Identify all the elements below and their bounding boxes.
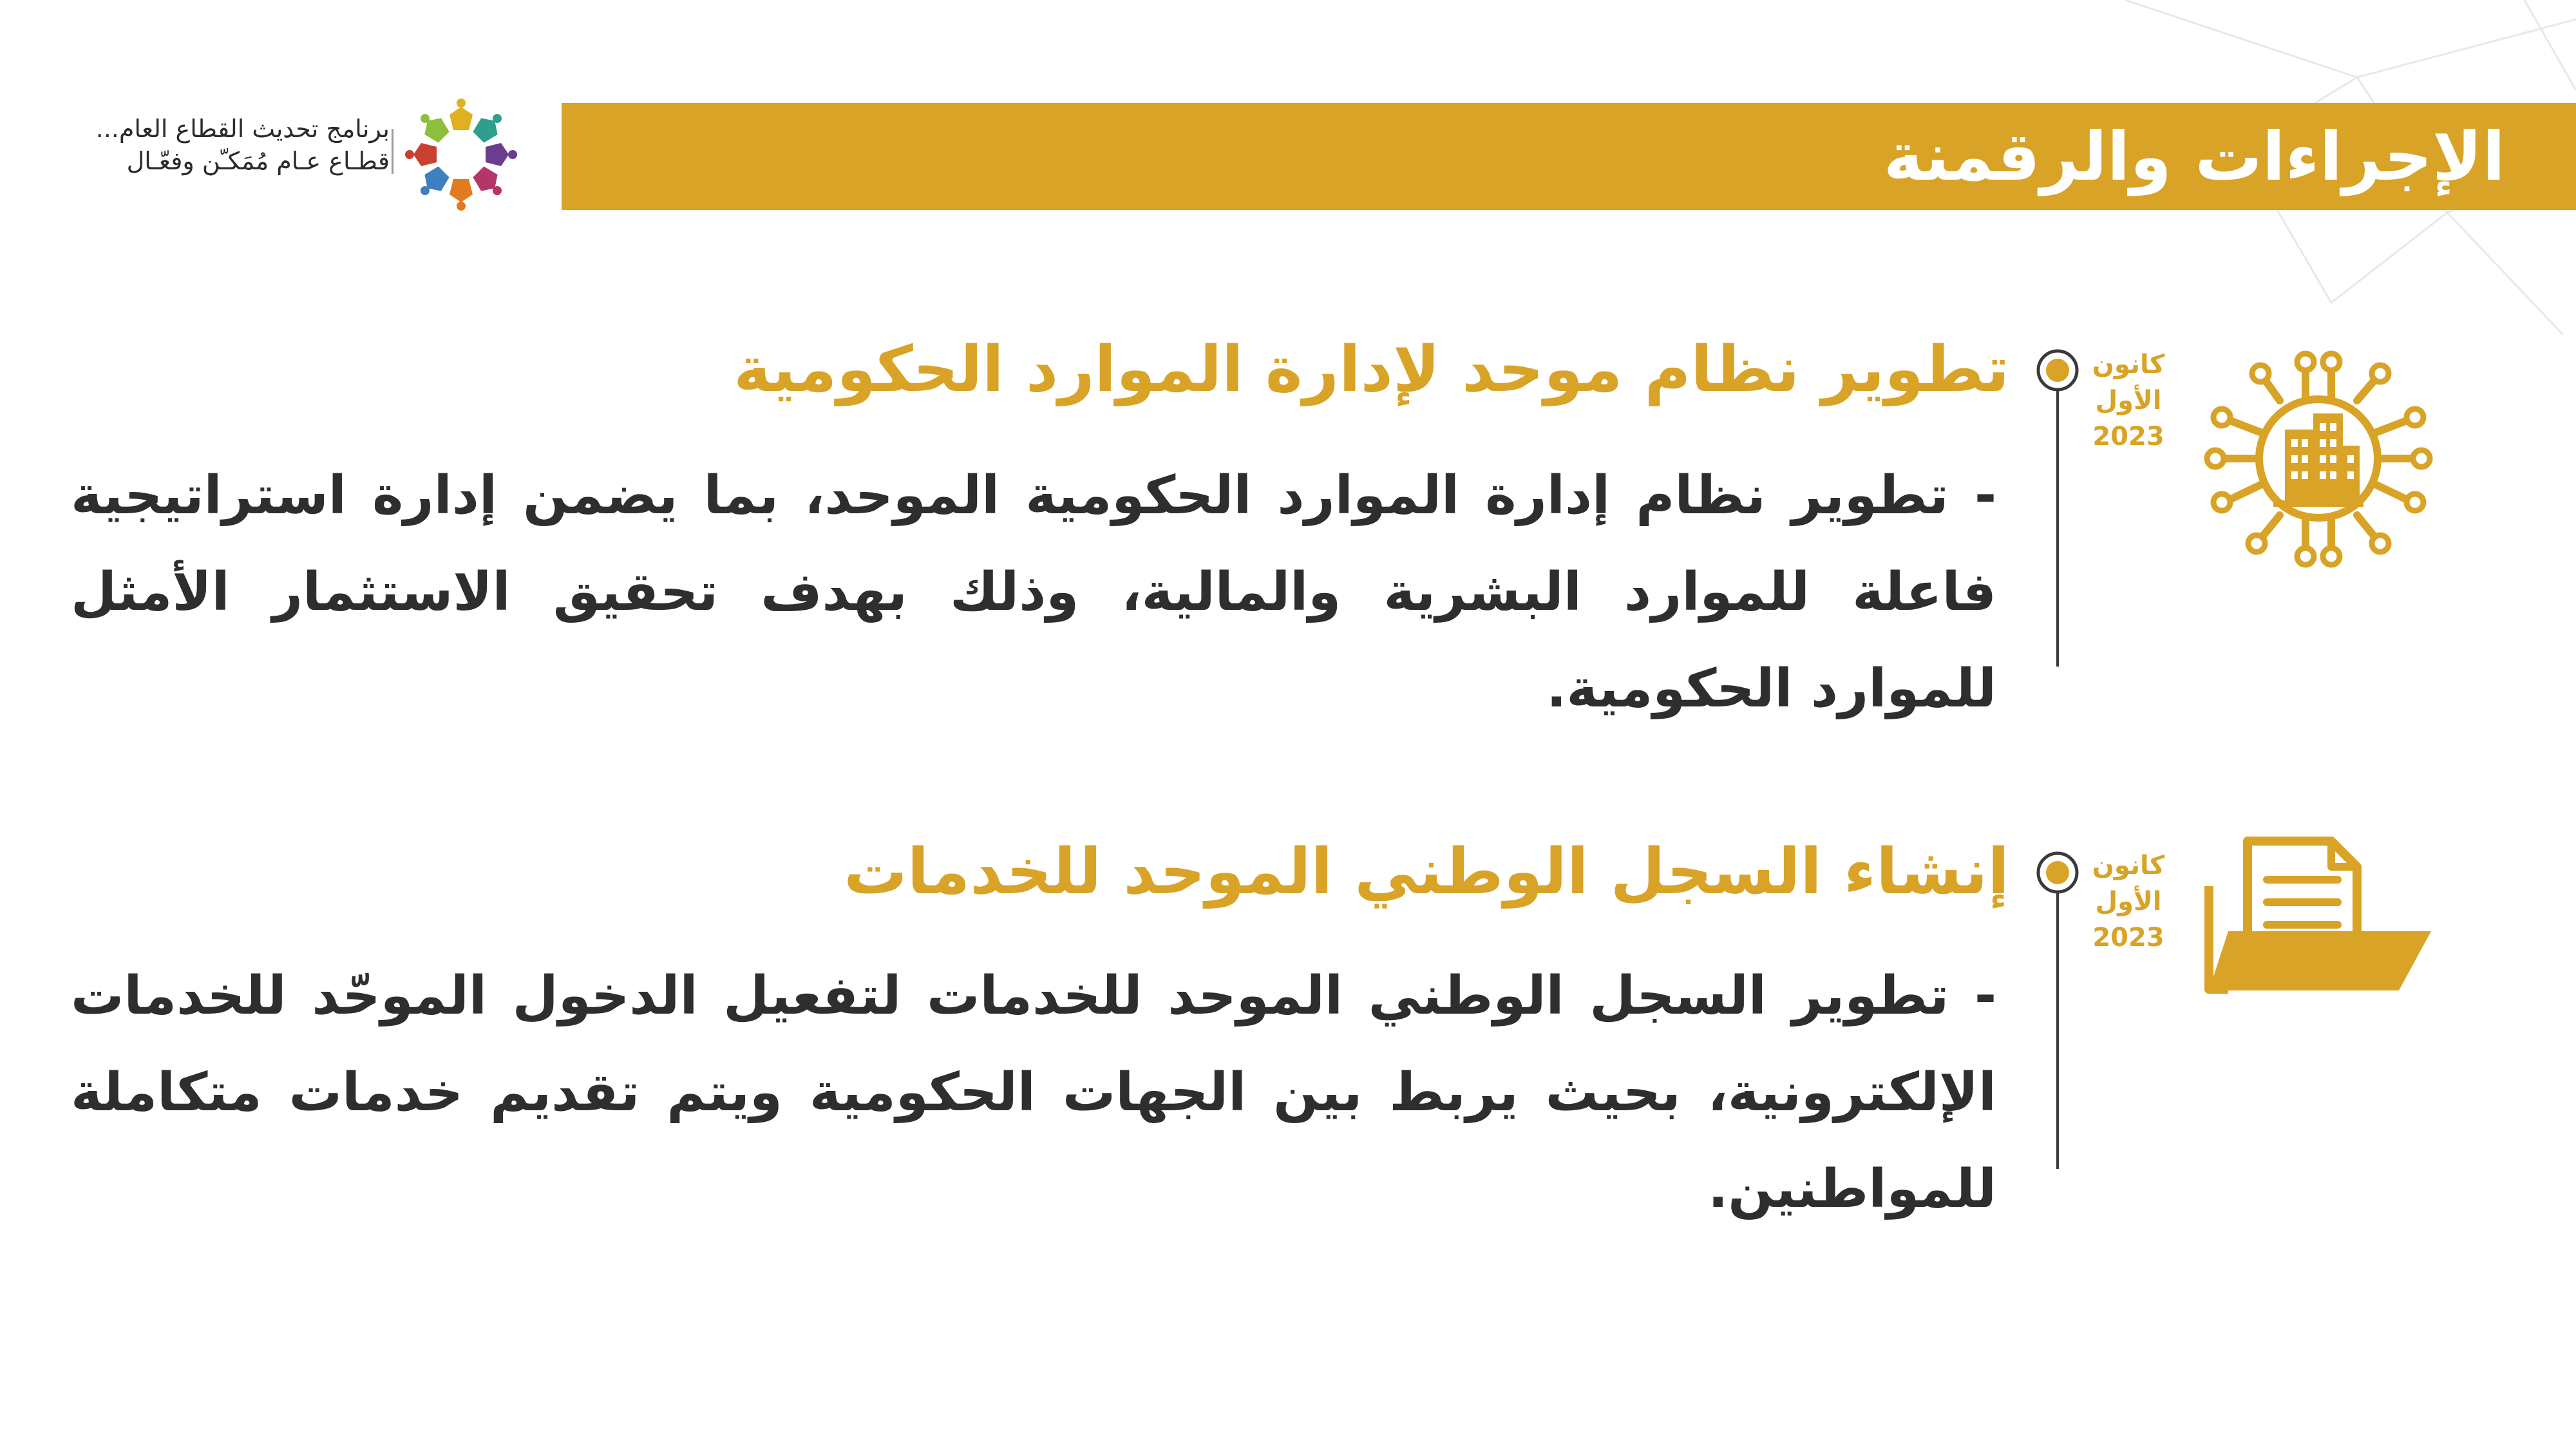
brand-block: [39, 97, 528, 213]
digital-building-network-icon: [2202, 343, 2434, 574]
section-services-registry: [0, 824, 2576, 1220]
date-year: 2023: [2092, 422, 2164, 451]
timeline-line: [2056, 370, 2059, 667]
date-month-suffix: الأول: [2095, 386, 2162, 415]
date-year: 2023: [2092, 923, 2164, 952]
date-month: كانون: [2092, 851, 2165, 880]
timeline-dot: [2035, 850, 2080, 895]
date-label: [2080, 346, 2177, 455]
section-resources-system: [0, 322, 2576, 719]
document-folder-icon: [2202, 835, 2434, 1002]
date-month: كانون: [2092, 350, 2165, 379]
timeline-line: [2056, 873, 2059, 1169]
date-label: [2080, 848, 2177, 956]
brand-tagline-1: برنامج تحديث القطاع العام...: [95, 115, 390, 143]
section-heading: تطوير نظام موحد لإدارة الموارد الحكومية: [734, 333, 2009, 406]
brand-divider: [392, 129, 393, 174]
brand-tagline-2: قطـاع عـام مُمَكـّن وفعّـال: [126, 147, 390, 175]
section-body: - تطوير نظام إدارة الموارد الحكومية الموحد، بما يضمن إدارة استراتيجية فاعلة للموارد البشرية والمالية، وذلك بهدف تحقيق الاستثمار الأمثل للموارد الحكومية.: [71, 465, 1996, 719]
section-heading: إنشاء السجل الوطني الموحد للخدمات: [844, 835, 2009, 909]
star-flower-logo-icon: [403, 97, 519, 213]
page-title: الإجراءات والرقمنة: [1883, 117, 2505, 196]
section-body: - تطوير السجل الوطني الموحد للخدمات لتفعيل الدخول الموحّد للخدمات الإلكترونية، بحيث يربط بين الجهات الحكومية ويتم تقديم خدمات متكاملة للمواطنين.: [71, 965, 1996, 1220]
timeline-dot: [2035, 348, 2080, 393]
date-month-suffix: الأول: [2095, 887, 2162, 916]
